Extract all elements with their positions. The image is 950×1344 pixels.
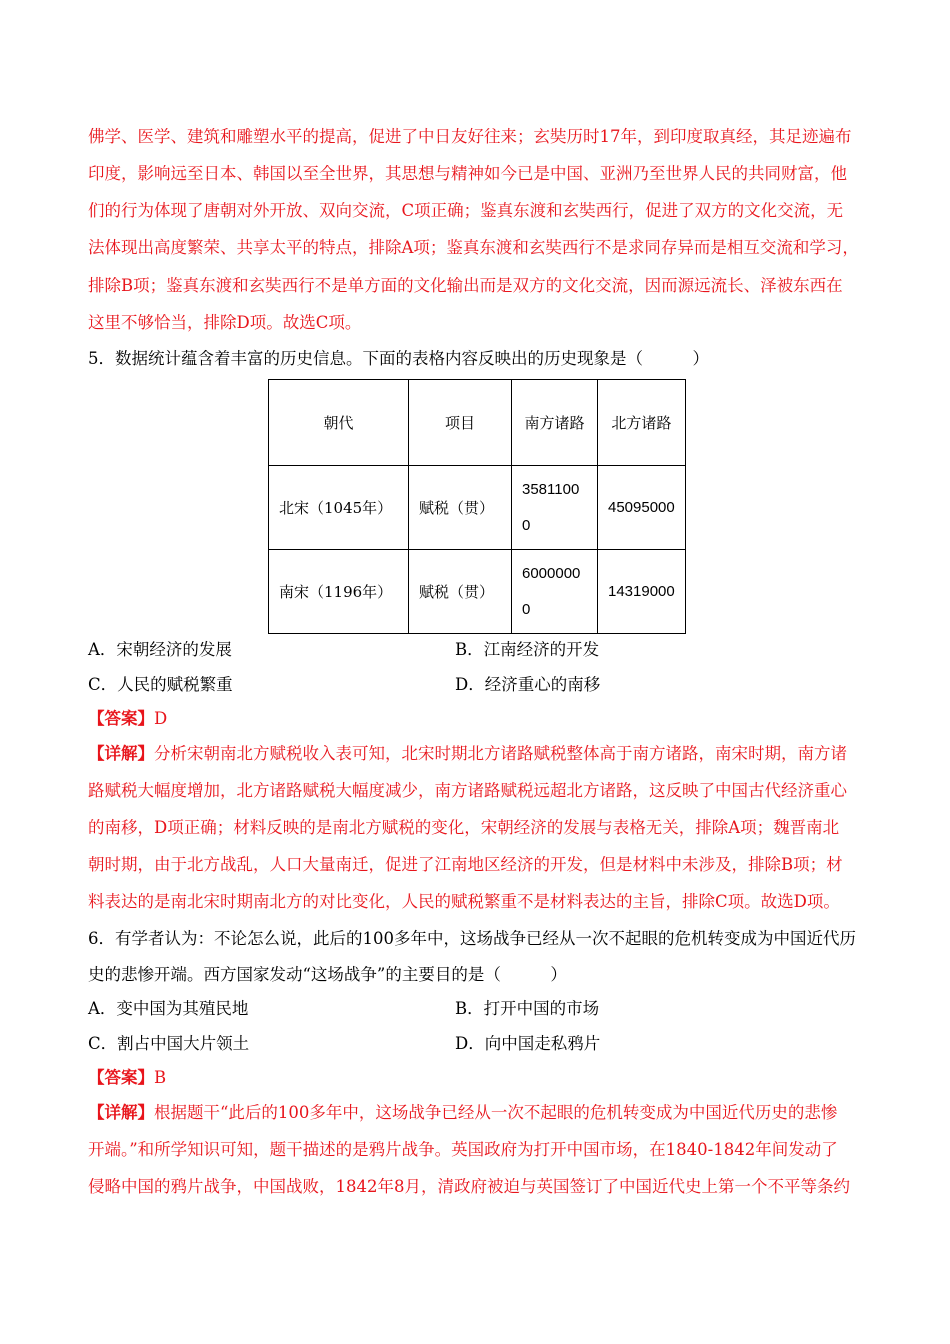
answer-tag: 【答案】: [88, 1068, 154, 1087]
explanation-line: 排除B项；鉴真东渡和玄奘西行不是单方面的文化输出而是双方的文化交流，因而源远流长、泽被东西在: [88, 276, 843, 295]
tax-table: [268, 379, 686, 634]
detail-tag: 【详解】: [88, 744, 154, 763]
answer-line: [88, 1068, 878, 1088]
answer-value: D: [154, 709, 168, 728]
answer-line: [88, 709, 878, 729]
table-cell: 35811000: [522, 480, 580, 534]
detail-line: 路赋税大幅度增加，北方诸路赋税大幅度减少，南方诸路赋税远超北方诸路，这反映了中国古代经济重心: [88, 781, 847, 800]
table-header-cell: 南方诸路: [524, 413, 585, 432]
detail-text: 根据题干“此后的100多年中，这场战争已经从一次不起眼的危机转变成为中国近代历史的悲惨: [154, 1103, 838, 1122]
option-b: B．打开中国的市场: [455, 999, 600, 1018]
option-c: C．人民的赋税繁重: [88, 675, 233, 694]
table-header-cell: 项目: [409, 380, 512, 466]
table-header-cell: 朝代: [269, 380, 409, 466]
explanation-line: 们的行为体现了唐朝对外开放、双向交流，C项正确；鉴真东渡和玄奘西行，促进了双方的文化交流，无: [88, 201, 844, 220]
detail-line: [88, 1103, 878, 1123]
table-header-cell: 北方诸路: [598, 380, 686, 466]
table-cell: 14319000: [598, 550, 686, 634]
explanation-line: 法体现出高度繁荣、共享太平的特点，排除A项；鉴真东渡和玄奘西行不是求同存异而是相互交流和学习，: [88, 238, 859, 257]
table-cell: 南宋（1196年）: [269, 550, 409, 634]
table-cell: 45095000: [598, 466, 686, 550]
answer-tag: 【答案】: [88, 709, 154, 728]
detail-tag: 【详解】: [88, 1103, 154, 1122]
question-5-stem: 5．数据统计蕴含着丰富的历史信息。下面的表格内容反映出的历史现象是（ ）: [88, 349, 709, 368]
answer-value: B: [154, 1068, 167, 1087]
option-b: B．江南经济的开发: [455, 640, 600, 659]
table-row: [269, 466, 686, 550]
question-6-stem: 6．有学者认为：不论怎么说，此后的100多年中，这场战争已经从一次不起眼的危机转变成为中国近代历: [88, 929, 856, 948]
table-cell: 赋税（贯）: [409, 550, 512, 634]
detail-text: 分析宋朝南北方赋税收入表可知，北宋时期北方诸路赋税整体高于南方诸路，南宋时期，南方诸: [154, 744, 847, 763]
detail-line: 朝时期，由于北方战乱，人口大量南迁，促进了江南地区经济的开发，但是材料中未涉及，排除B项；材: [88, 855, 843, 874]
option-a: A．宋朝经济的发展: [88, 640, 232, 659]
explanation-line: 这里不够恰当，排除D项。故选C项。: [88, 313, 362, 332]
table-cell: 赋税（贯）: [409, 466, 512, 550]
option-a: A．变中国为其殖民地: [88, 999, 249, 1018]
explanation-line: 佛学、医学、建筑和雕塑水平的提高，促进了中日友好往来；玄奘历时17年，到印度取真经，其足迹遍布: [88, 127, 852, 146]
table-row: [269, 550, 686, 634]
table-header-row: [269, 380, 686, 466]
option-c: C．割占中国大片领土: [88, 1034, 250, 1053]
explanation-line: 印度，影响远至日本、韩国以至全世界，其思想与精神如今已是中国、亚洲乃至世界人民的共同财富，他: [88, 164, 847, 183]
option-d: D．经济重心的南移: [455, 675, 601, 694]
detail-line: 料表达的是南北宋时期南北方的对比变化，人民的赋税繁重不是材料表达的主旨，排除C项。故选D项。: [88, 892, 840, 911]
detail-line: 侵略中国的鸦片战争，中国战败，1842年8月，清政府被迫与英国签订了中国近代史上第一个不平等条约: [88, 1177, 850, 1196]
detail-line: 开端。”和所学知识可知，题干描述的是鸦片战争。英国政府为打开中国市场，在1840-1842年间发动了: [88, 1140, 838, 1159]
detail-line: [88, 744, 878, 764]
table-cell: 北宋（1045年）: [269, 466, 409, 550]
option-d: D．向中国走私鸦片: [455, 1034, 601, 1053]
table-cell: 60000000: [522, 564, 581, 618]
question-6-stem: 史的悲惨开端。西方国家发动“这场战争”的主要目的是（ ）: [88, 965, 567, 984]
detail-line: 的南移，D项正确；材料反映的是南北方赋税的变化，宋朝经济的发展与表格无关，排除A项；魏晋南北: [88, 818, 840, 837]
